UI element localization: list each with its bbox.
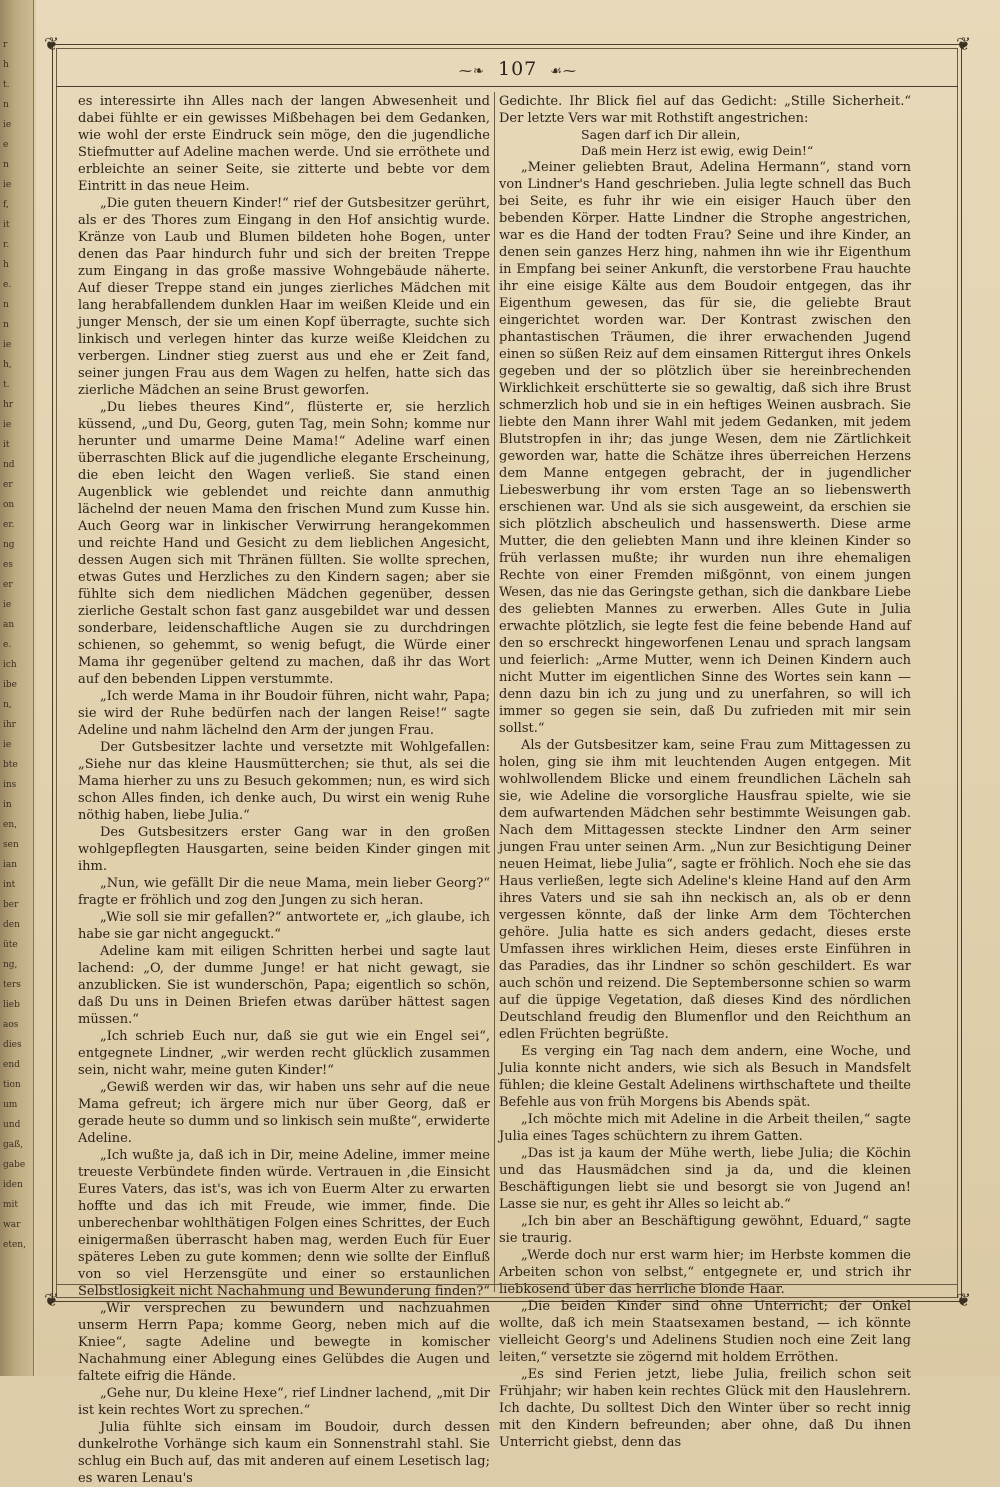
page-number: 107 bbox=[497, 58, 538, 80]
spine-text-fragment: t. bbox=[3, 80, 10, 90]
paragraph: „Meiner geliebten Braut, Adelina Hermann“, stand vorn von Lindner's Hand geschrieben. Julia legte schnell das Buch bei Seite, es fuhr ihr wie ein eisiger Hauch über den bebenden Körper. Hatte Lindner die Strophe angestrichen, war es die Hand der todten Frau? Seine und ihre Kinder, an denen sein ganzes Herz hing, nahmen ihn wie ihr Eigenthum in Empfang bei seiner Ankunft, die verstorbene Frau hauchte ihr eine eisige Kälte aus dem Boudoir entgegen, das ihr Eigenthum gewesen, das für sie, die geliebte Braut eingerichtet worden war. Der Kontrast zwischen den phantastischen Träumen, die ihrer erwachenden Jugend einen so süßen Reiz auf dem einsamen Rittergut ihres Onkels gegeben und der so plötzlich über sie hereinbrechenden Wirklichkeit erschütterte sie so gewaltig, daß sich ihre Brust schmerzlich hob und sie in ein heftiges Weinen ausbrach. Sie liebte den Mann ihrer Wahl mit jedem Gedanken, mit jedem Blutstropfen in ihr; das junge Wesen, dem nie Zärtlichkeit geworden war, hatte die Schätze ihres überreichen Herzens dem Manne entgegen gebracht, der in jugendlicher Liebeswerbung ihr vom ersten Tage an so liebenswerth erschienen war. Und als sie sich ausgeweint, da erschien sie sich plötzlich abscheulich und hassenswerth. Diese arme Mutter, die den geliebten Mann und ihre kleinen Kinder so früh verlassen mußte; ihr wurden nun ihre ehemaligen Rechte von einer Fremden mißgönnt, von einem jungen Wesen, das nie das Geringste gethan, sich die dankbare Liebe des geliebten Mannes zu erwerben. Alles Gute in Julia erwachte plötzlich, sie legte fest die feine bebende Hand auf den so erschreckt hingeworfenen Lenau und sprach langsam und feierlich: „Arme Mutter, wenn ich Deinen Kindern auch nicht Mutter im eigentlichen Sinne des Wortes sein kann — denn dazu bin ich zu jung und zu unerfahren, so will ich immer so gegen sie sein, daß Du zufrieden mit mir sein sollst.“ bbox=[499, 160, 911, 736]
spine-text-fragment: en, bbox=[3, 820, 17, 830]
spine-text-fragment: r. bbox=[3, 240, 10, 250]
spine-text-fragment: h, bbox=[3, 360, 12, 370]
paragraph: „Werde doch nur erst warm hier; im Herbste kommen die Arbeiten schon von selbst,“ entgegnete er, und strich ihr liebkosend über das herrliche blonde Haar. bbox=[499, 1248, 911, 1297]
spine-text-fragment: it bbox=[3, 440, 10, 450]
spine-text-fragment: ins bbox=[3, 780, 17, 790]
paragraph: „Ich schrieb Euch nur, daß sie gut wie ein Engel sei“, entgegnete Lindner, „wir werden recht glücklich zusammen sein, nicht wahr, meine guten Kinder!“ bbox=[78, 1029, 490, 1078]
spine-text-fragment: on bbox=[3, 500, 15, 510]
spine-text-fragment: h bbox=[3, 260, 9, 270]
text-column-right bbox=[499, 93, 911, 1451]
paragraph: „Die guten theuern Kinder!“ rief der Gutsbesitzer gerührt, als er des Thores zum Eingang in den Hof ansichtig wurde. Kränze von Laub und Blumen bildeten hohe Bogen, unter denen das Paar hindurch fuhr und sich der breiten Treppe zum Eingang in das große massive Wohngebäude näherte. Auf dieser Treppe stand ein junges zierliches Mädchen mit lang herabfallendem dunklen Haar im weißen Kleide und ein junger Mensch, der sie um einen Kopf überragte, suchte sich linkisch und verlegen hinter das kurze weiße Kleidchen zu verbergen. Lindner stieg zuerst aus und ehe er Zeit fand, seiner jungen Frau aus dem Wagen zu helfen, hatte sich das zierliche Mädchen an seine Brust geworfen. bbox=[78, 196, 490, 398]
footer-rule bbox=[56, 1284, 958, 1285]
spine-text-fragment: ng, bbox=[3, 960, 18, 970]
verse-line: Daß mein Herz ist ewig, ewig Dein!“ bbox=[581, 143, 814, 158]
corner-ornament-icon: ❦ bbox=[44, 34, 60, 55]
spine-text-fragment: e bbox=[3, 140, 9, 150]
spine-text-fragment: mit bbox=[3, 1200, 19, 1210]
spine-text-fragment: iden bbox=[3, 1180, 23, 1190]
spine-text-fragment: ng bbox=[3, 540, 15, 550]
spine-text-fragment: aos bbox=[3, 1020, 19, 1030]
paragraph: „Wir versprechen zu bewundern und nachzuahmen unserm Herrn Papa; komme Georg, neben mich auf die Kniee“, sagte Adeline und bewegte in komischer Nachahmung einer Ablegung eines Gelübdes die Augen und faltete eifrig die Hände. bbox=[78, 1301, 490, 1384]
spine-text-fragment: eten, bbox=[3, 1240, 26, 1250]
spine-text-fragment: ie bbox=[3, 740, 12, 750]
spine-text-fragment: sen bbox=[3, 840, 19, 850]
spine-text-fragment: um bbox=[3, 1100, 18, 1110]
spine-text-fragment: it bbox=[3, 220, 10, 230]
page-header bbox=[36, 58, 1000, 80]
paragraph: „Gewiß werden wir das, wir haben uns sehr auf die neue Mama gefreut; ich ärgere mich nur über Georg, daß er gerade heute so dumm und so linkisch sein mußte“, erwiderte Adeline. bbox=[78, 1080, 490, 1146]
corner-ornament-icon: ❦ bbox=[956, 34, 972, 55]
verse-line: Sagen darf ich Dir allein, bbox=[581, 127, 741, 142]
spine-text-fragment: end bbox=[3, 1060, 20, 1070]
spine-text-fragment: t. bbox=[3, 380, 10, 390]
spine-text-fragment: nd bbox=[3, 460, 15, 470]
paragraph: „Es sind Ferien jetzt, liebe Julia, freilich schon seit Frühjahr; wir haben kein rechtes Glück mit den Hauslehrern. Ich dachte, Du solltest Dich den Winter über so recht innig mit den Kindern befreunden; aber ohne, daß Du ihnen Unterricht giebst, denn das bbox=[499, 1367, 911, 1450]
paragraph: „Die beiden Kinder sind ohne Unterricht; der Onkel wollte, daß ich mein Staatsexamen bestand, — ich könnte vielleicht Georg's und Adelinens Studien noch eine Zeit lang leiten,“ versetzte sie zögernd mit holdem Erröthen. bbox=[499, 1299, 911, 1365]
spine-text-fragment: gabe bbox=[3, 1160, 26, 1170]
spine-text-fragment: ich bbox=[3, 660, 17, 670]
paragraph: Es verging ein Tag nach dem andern, eine Woche, und Julia konnte nicht anders, wie sich als Besuch in Mandsfelt fühlen; die kleine Gestalt Adelinens wirthschaftete und theilte Befehle aus von früh Morgens bis Abends spät. bbox=[499, 1044, 911, 1110]
spine-text-fragment: h bbox=[3, 60, 9, 70]
paragraph: „Ich wußte ja, daß ich in Dir, meine Adeline, immer meine treueste Verbündete finden würde. Vertrauen in ‚die Einsicht Eures Vaters, das ist's, was ich von Euerm Alter zu erwarten hoffte und das ich mit Freude, wie immer, finde. Die unberechenbar wohlthätigen Folgen eines Schrittes, der Euch einigermaßen überrascht haben mag, werden Euch für Euer späteres Leben zu gute kommen; denn wie sollte der Einfluß von so viel Herzensgüte und einer so erstaunlichen Selbstlosigkeit nicht Nachahmung und Bewunderung finden?“ bbox=[78, 1148, 490, 1299]
paragraph: Der Gutsbesitzer lachte und versetzte mit Wohlgefallen: „Siehe nur das kleine Hausmütterchen; sie thut, als sei die Mama hierher zu uns zu Besuch gekommen; nun, es wird sich schon Alles finden, ich denke auch, Du wirst ein wenig Ruhe nöthig haben, liebe Julia.“ bbox=[78, 740, 490, 823]
neighbor-page-edge bbox=[0, 0, 34, 1376]
spine-text-fragment: ie bbox=[3, 180, 12, 190]
paragraph: Adeline kam mit eiligen Schritten herbei und sagte laut lachend: „O, der dumme Junge! er hat nicht gewagt, sie anzublicken. Sie ist wunderschön, Papa; eigentlich so schön, daß Du uns in Deinen Briefen etwas darüber hättest sagen müssen.“ bbox=[78, 944, 490, 1027]
spine-text-fragment: in bbox=[3, 800, 12, 810]
spine-text-fragment: er bbox=[3, 580, 13, 590]
paragraph: Als der Gutsbesitzer kam, seine Frau zum Mittagessen zu holen, ging sie ihm mit leuchtenden Augen entgegen. Mit wohlwollendem Blicke und einem freundlichen Lächeln sah sie, wie Adeline die vorsorgliche Hausfrau spielte, wie sie dem aufwartenden Mädchen sehr bestimmte Weisungen gab. Nach dem Mittagessen steckte Lindner den Arm seiner jungen Frau unter seinen Arm. „Nun zur Besichtigung Deiner neuen Heimat, liebe Julia“, sagte er fröhlich. Noch ehe sie das Haus verließen, legte sich Adeline's kleine Hand auf den Arm ihres Vaters und sie sah ihn neckisch an, als ob er denn vergessen könnte, daß der linke Arm dem Töchterchen gehöre. Julia hatte es sich anders gedacht, dieses erste Umfassen ihres wirklichen Heim, dieses erste Einführen in das Paradies, das ihr Lindner so schön geschildert. Es war auch schön und reizend. Die Septembersonne schien so warm auf die üppige Vegetation, daß dieses Kind des nördlichen Deutschland freudig den Blumenflor und den Reichthum an edlen Früchten begrüßte. bbox=[499, 738, 911, 1042]
spine-text-fragment: es bbox=[3, 560, 13, 570]
spine-text-fragment: n bbox=[3, 320, 9, 330]
spine-text-fragment: lieb bbox=[3, 1000, 20, 1010]
spine-text-fragment: int bbox=[3, 880, 16, 890]
spine-text-fragment: ber bbox=[3, 900, 19, 910]
flourish-right-icon: ☙⁓ bbox=[550, 64, 577, 79]
column-divider bbox=[494, 92, 495, 1292]
header-rule bbox=[56, 86, 958, 87]
spine-text-fragment: r bbox=[3, 40, 8, 50]
spine-text-fragment: gaß, bbox=[3, 1140, 23, 1150]
book-page bbox=[36, 0, 1000, 1486]
spine-text-fragment: ters bbox=[3, 980, 21, 990]
paragraph: „Ich möchte mich mit Adeline in die Arbeit theilen,“ sagte Julia eines Tages schüchtern zu ihrem Gatten. bbox=[499, 1112, 911, 1144]
paragraph: Julia fühlte sich einsam im Boudoir, durch dessen dunkelrothe Vorhänge sich kaum ein Sonnenstrahl stahl. Sie schlug ein Buch auf, das mit anderen auf einem Lesetisch lag; es waren Lenau's bbox=[78, 1420, 490, 1486]
spine-text-fragment: er. bbox=[3, 520, 15, 530]
text-column-left bbox=[78, 93, 490, 1487]
spine-text-fragment: üte bbox=[3, 940, 18, 950]
flourish-left-icon: ⁓❧ bbox=[459, 64, 485, 79]
spine-text-fragment: er bbox=[3, 480, 13, 490]
paragraph: „Ich werde Mama in ihr Boudoir führen, nicht wahr, Papa; sie wird der Ruhe bedürfen nach der langen Reise!“ sagte Adeline und nahm lächelnd den Arm der jungen Frau. bbox=[78, 689, 490, 738]
paragraph: „Du liebes theures Kind“, flüsterte er, sie herzlich küssend, „und Du, Georg, guten Tag, mein Sohn; komme nur herunter und umarme Deine Mama!“ Adeline warf einen überraschten Blick auf die jugendliche elegante Erscheinung, die eben leicht den Wagen verließ. Sie stand einen Augenblick wie geblendet und reichte dann anmuthig lächelnd der neuen Mama den frischen Mund zum Kusse hin. Auch Georg war in linkischer Verwirrung herangekommen und reichte Hand und Gesicht zu dem lieblichen Angesicht, dessen Augen sich mit Thränen füllten. Sie wollte sprechen, etwas Gutes und Herzliches zu den Kindern sagen; aber sie fühlte sich dem niedlichen Mädchen gegenüber, dessen zierliche Gestalt schon fast ganz ausgebildet war und dessen sonderbare, leidenschaftliche Augen sie zu durchdringen schienen, so gehemmt, so wenig befugt, die Würde einer Mama ihr gegenüber geltend zu machen, daß ihr das Wort auf den bebenden Lippen verstummte. bbox=[78, 400, 490, 687]
paragraph: „Ich bin aber an Beschäftigung gewöhnt, Eduard,“ sagte sie traurig. bbox=[499, 1214, 911, 1246]
spine-text-fragment: ihr bbox=[3, 720, 16, 730]
paragraph: „Nun, wie gefällt Dir die neue Mama, mein lieber Georg?“ fragte er fröhlich und zog den Jungen zu sich heran. bbox=[78, 876, 490, 908]
spine-text-fragment: an bbox=[3, 620, 15, 630]
paragraph: Des Gutsbesitzers erster Gang war in den großen wohlgepflegten Hausgarten, seine beiden Kinder gingen mit ihm. bbox=[78, 825, 490, 874]
spine-text-fragment: e. bbox=[3, 280, 12, 290]
paragraph: es interessirte ihn Alles nach der langen Abwesenheit und dabei fühlte er ein gewisses Mißbehagen bei dem Gedanken, wie wohl der erste Eindruck sein möge, den die jugendliche Stiefmutter auf Adeline machen werde. Und sie erröthete und erbleichte an seiner Seite, sie zitterte und bebte vor dem Eintritt in das neue Heim. bbox=[78, 94, 490, 194]
spine-text-fragment: ie bbox=[3, 120, 12, 130]
spine-text-fragment: dies bbox=[3, 1040, 22, 1050]
spine-text-fragment: bte bbox=[3, 760, 18, 770]
paragraph: „Das ist ja kaum der Mühe werth, liebe Julia; die Köchin und das Hausmädchen sind ja da, und die kleinen Beschäftigungen liebt sie und besorgt sie von Jugend an! Lasse sie nur, es geht ihr Alles so leicht ab.“ bbox=[499, 1146, 911, 1212]
spine-text-fragment: n bbox=[3, 160, 9, 170]
spine-text-fragment: und bbox=[3, 1120, 21, 1130]
spine-text-fragment: tion bbox=[3, 1080, 21, 1090]
spine-text-fragment: hr bbox=[3, 400, 14, 410]
spine-text-fragment: ie bbox=[3, 340, 12, 350]
paragraph: „Wie soll sie mir gefallen?“ antwortete er, „ich glaube, ich habe sie gar nicht angeguckt.“ bbox=[78, 910, 490, 942]
paragraph: Gedichte. Ihr Blick fiel auf das Gedicht: „Stille Sicherheit.“ Der letzte Vers war mit Rothstift angestrichen: bbox=[499, 94, 911, 126]
spine-text-fragment: e. bbox=[3, 640, 12, 650]
spine-text-fragment: ie bbox=[3, 600, 12, 610]
paragraph: „Gehe nur, Du kleine Hexe“, rief Lindner lachend, „mit Dir ist kein rechtes Wort zu sprechen.“ bbox=[78, 1386, 490, 1418]
spine-text-fragment: n bbox=[3, 100, 9, 110]
spine-text-fragment: den bbox=[3, 920, 20, 930]
spine-text-fragment: n bbox=[3, 300, 9, 310]
spine-text-fragment: war bbox=[3, 1220, 21, 1230]
corner-ornament-icon: ❦ bbox=[44, 1290, 60, 1311]
spine-text-fragment: ibe bbox=[3, 680, 17, 690]
spine-text-fragment: n, bbox=[3, 700, 12, 710]
corner-ornament-icon: ❦ bbox=[956, 1290, 972, 1311]
spine-text-fragment: ian bbox=[3, 860, 18, 870]
spine-text-fragment: f, bbox=[3, 200, 9, 210]
spine-text-fragment: ie bbox=[3, 420, 12, 430]
